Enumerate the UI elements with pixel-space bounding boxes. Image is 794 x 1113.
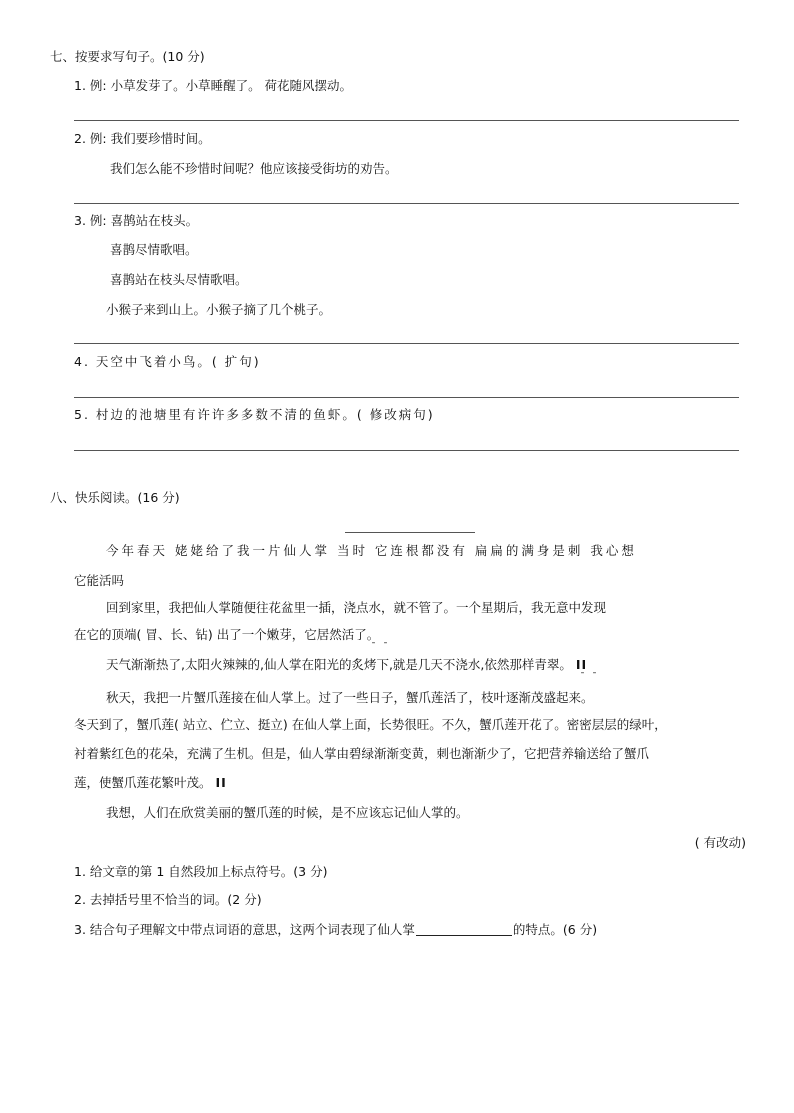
question-7-5: 5. 村边的池塘里有许许多多数不清的鱼虾。( 修改病句) [74,407,435,422]
question-7-2: 2. 例: 我们要珍惜时间。 [74,131,211,146]
passage-p1-line2: 它能活吗 [74,573,125,588]
passage-p4-line4-text: 莲，使蟹爪莲花繁叶茂。 [74,775,212,790]
question-7-4: 4. 天空中飞着小鸟。( 扩句) [74,354,261,369]
question-7-3-example-3: 喜鹊站在枝头尽情歌唱。 [110,272,248,287]
question-7-3-prompt: 小猴子来到山上。小猴子摘了几个桃子。 [106,302,332,317]
paragraph-mark-2: II [215,775,227,790]
question-8-3-tail: 的特点。(6 分) [512,922,598,937]
passage-p4-line2: 冬天到了，蟹爪莲( 站立、伫立、挺立) 在仙人掌上面，长势很旺。不久，蟹爪莲开花了。密密层层的绿叶， [74,717,667,732]
question-8-3 [74,920,597,938]
answer-line-7-4 [74,397,739,398]
question-7-1: 1. 例: 小草发芽了。小草睡醒了。 荷花随风摆动。 [74,78,353,93]
passage-p3-text: 天气渐渐热了,太阳火辣辣的,仙人掌在阳光的炙烤下,就是几天不浇水,依然那样青翠。 [106,657,572,672]
emphasis-dots-2: ˉˉ [580,672,604,683]
answer-line-7-3 [74,343,739,344]
answer-line-7-5 [74,450,739,451]
section-8-heading: 八、快乐阅读。(16 分) [50,490,180,505]
paragraph-mark-1: II [575,657,588,672]
question-8-3-text: 3. 结合句子理解文中带点词语的意思，这两个词表现了仙人掌 [74,922,415,937]
question-8-2: 2. 去掉括号里不恰当的词。(2 分) [74,892,262,907]
title-blank-line [345,532,475,533]
emphasis-dots-1: ˉˉ [371,642,395,653]
source-note: ( 有改动) [694,835,746,850]
passage-p3-line1 [106,655,587,673]
answer-blank-8-3[interactable] [416,923,512,936]
passage-p4-line3: 衬着紫红色的花朵，充满了生机。但是，仙人掌由碧绿渐渐变黄，刺也渐渐少了，它把营养输送给了蟹爪 [74,746,650,761]
question-7-2-prompt: 我们怎么能不珍惜时间呢？他应该接受街坊的劝告。 [110,161,398,176]
passage-p1-line1: 今年春天 姥姥给了我一片仙人掌 当时 它连根都没有 扁扁的满身是刺 我心想 [106,543,637,558]
passage-p4-line4 [74,773,227,791]
passage-p2-line2: 在它的顶端( 冒、长、钻) 出了一个嫩芽，它居然活了。 [74,627,380,642]
passage-p2-line1: 回到家里，我把仙人掌随便往花盆里一插，浇点水，就不管了。一个星期后，我无意中发现 [106,600,607,615]
question-7-3-example-2: 喜鹊尽情歌唱。 [110,242,198,257]
answer-line-7-1 [74,120,739,121]
section-7-heading: 七、按要求写句子。(10 分) [50,49,205,64]
passage-p5-line1: 我想，人们在欣赏美丽的蟹爪莲的时候，是不应该忘记仙人掌的。 [106,805,469,820]
question-8-1: 1. 给文章的第 1 自然段加上标点符号。(3 分) [74,864,328,879]
question-7-3: 3. 例: 喜鹊站在枝头。 [74,213,199,228]
answer-line-7-2 [74,203,739,204]
passage-p4-line1: 秋天，我把一片蟹爪莲接在仙人掌上。过了一些日子，蟹爪莲活了，枝叶逐渐茂盛起来。 [106,690,594,705]
